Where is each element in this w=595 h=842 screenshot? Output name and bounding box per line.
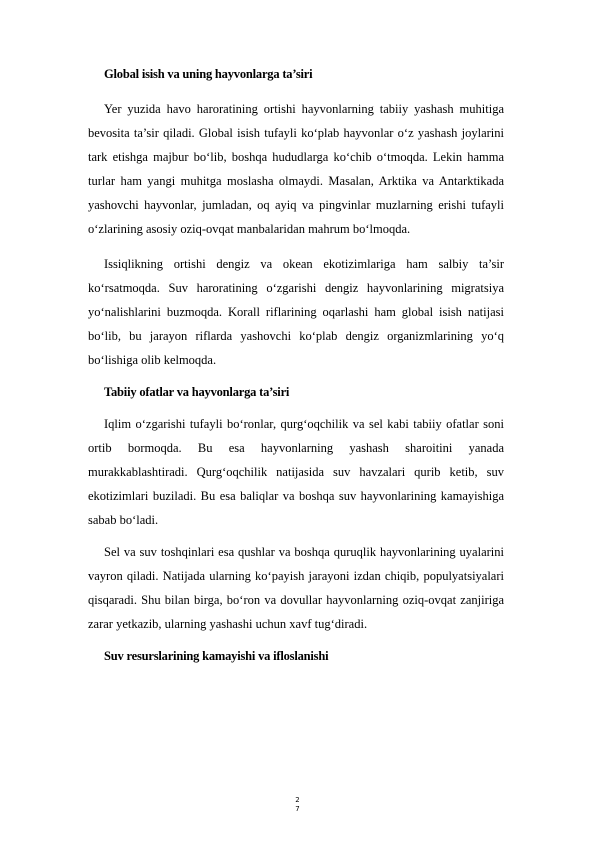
section-heading-global-warming: Global isish va uning hayvonlarga ta’siri	[104, 67, 313, 81]
paragraph-global-warming-2: Issiqlikning ortishi dengiz va okean ekotizimlariga ham salbiy ta’sir ko‘rsatmoqda. Suv haroratining o‘zgarishi dengiz hayvonlarining migratsiya yo‘nalishlarini buzmoqda. Korall riflarining oqarlashi ham global isish natijasi bo‘lib, bu jarayon riflarda yashovchi ko‘plab dengiz organizmlarining yo‘q bo‘lishiga olib kelmoqda.	[88, 257, 504, 367]
paragraph-natural-disasters-1: Iqlim o‘zgarishi tufayli bo‘ronlar, qurg‘oqchilik va sel kabi tabiiy ofatlar soni ortib bormoqda. Bu esa hayvonlarning yashash sharoitini yanada murakkablashtiradi. Qurg‘oqchilik natijasida suv havzalari qurib ketib, suv ekotizimlari buziladi. Bu esa baliqlar va boshqa suv hayvonlarining kamayishiga sabab bo‘ladi.	[88, 417, 504, 527]
page-number-digit-2: 7	[295, 805, 300, 813]
page-number	[0, 796, 595, 814]
section-heading-water-resources: Suv resurslarining kamayishi va ifloslanishi	[104, 649, 329, 663]
section-heading-natural-disasters: Tabiiy ofatlar va hayvonlarga ta’siri	[104, 385, 290, 399]
page-number-digit-1: 2	[295, 796, 300, 804]
paragraph-natural-disasters-2: Sel va suv toshqinlari esa qushlar va boshqa quruqlik hayvonlarining uyalarini vayron qiladi. Natijada ularning ko‘payish jarayoni izdan chiqib, populyatsiyalari qisqaradi. Shu bilan birga, bo‘ron va dovullar hayvonlarning oziq-ovqat zanjiriga zarar yetkazib, ularning yashashi uchun xavf tug‘diradi.	[88, 545, 504, 631]
paragraph-global-warming-1: Yer yuzida havo haroratining ortishi hayvonlarning tabiiy yashash muhitiga bevosita ta’sir qiladi. Global isish tufayli ko‘plab hayvonlar o‘z yashash joylarini tark etishga majbur bo‘lib, boshqa hududlarga ko‘chib o‘tmoqda. Lekin hamma turlar ham yangi muhitga moslasha olmaydi. Masalan, Arktika va Antarktikada yashovchi hayvonlar, jumladan, oq ayiq va pingvinlar muzlarning erishi tufayli o‘zlarining asosiy oziq-ovqat manbalaridan mahrum bo‘lmoqda.	[88, 102, 504, 236]
document-page	[88, 62, 504, 668]
